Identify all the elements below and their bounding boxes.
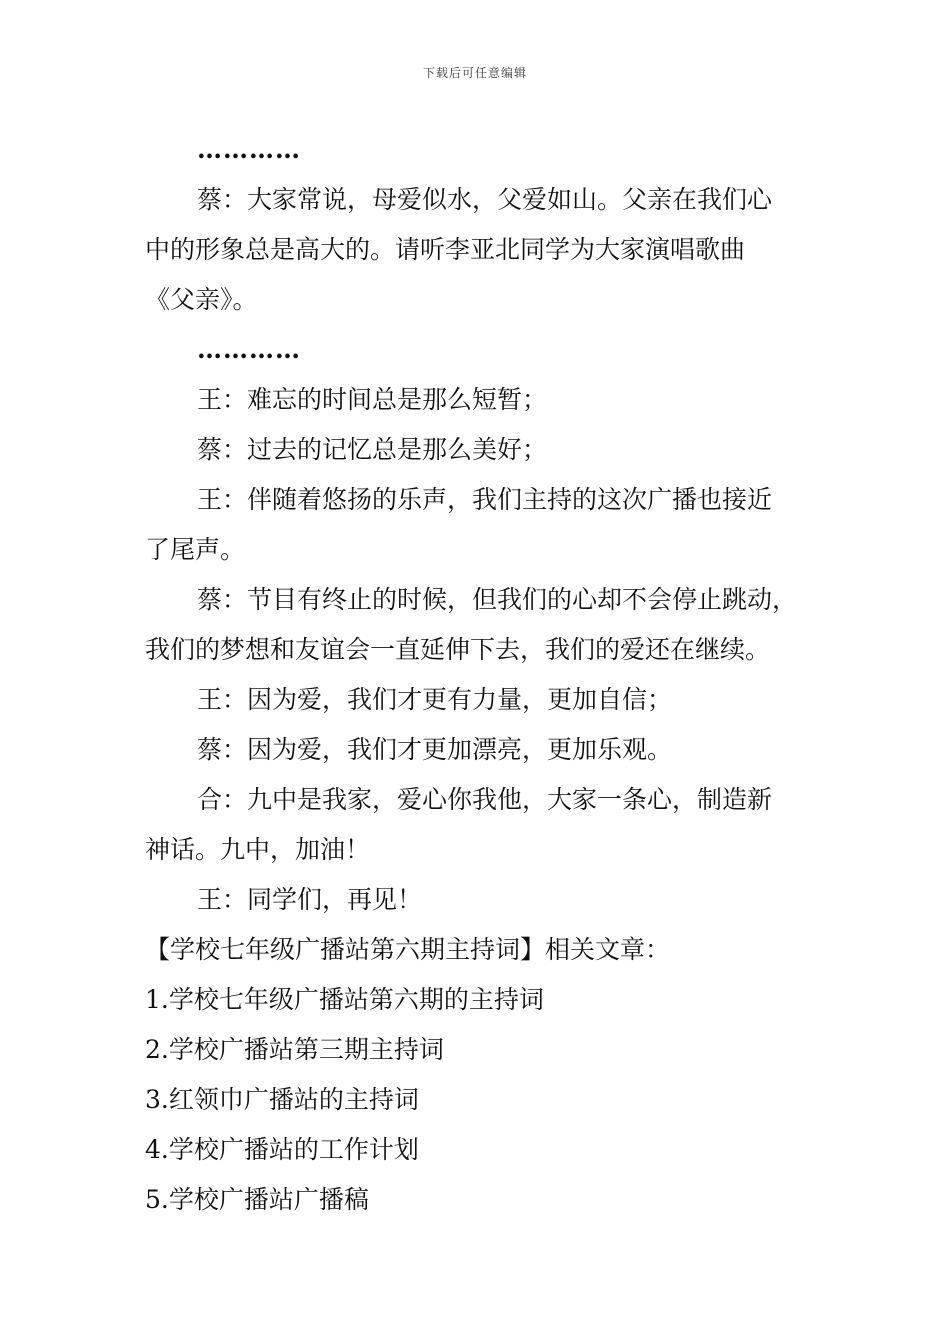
paragraph-line: 中的形象总是高大的。请听李亚北同学为大家演唱歌曲 <box>145 235 746 264</box>
ellipsis-line: ………… <box>197 135 301 164</box>
paragraph-line: 蔡：因为爱，我们才更加漂亮，更加乐观。 <box>197 735 673 764</box>
related-article-link[interactable]: 2.学校广播站第三期主持词 <box>145 1035 444 1064</box>
paragraph-line: 神话。九中，加油！ <box>145 835 371 864</box>
related-article-link[interactable]: 4.学校广播站的工作计划 <box>145 1135 419 1164</box>
paragraph-line: 王：伴随着悠扬的乐声，我们主持的这次广播也接近 <box>197 485 773 514</box>
related-article-link[interactable]: 3.红领巾广播站的主持词 <box>145 1085 419 1114</box>
related-articles-heading: 【学校七年级广播站第六期主持词】相关文章： <box>145 935 671 964</box>
related-article-link[interactable]: 1.学校七年级广播站第六期的主持词 <box>145 985 544 1014</box>
ellipsis-line: ………… <box>197 335 301 364</box>
paragraph-line: 蔡：大家常说，母爱似水，父爱如山。父亲在我们心 <box>197 185 773 214</box>
paragraph-line: 我们的梦想和友谊会一直延伸下去，我们的爱还在继续。 <box>145 635 771 664</box>
page-header-note: 下载后可任意编辑 <box>422 66 527 80</box>
paragraph-line: 合：九中是我家，爱心你我他，大家一条心，制造新 <box>197 785 773 814</box>
paragraph-line: 王：因为爱，我们才更有力量，更加自信； <box>197 685 673 714</box>
paragraph-line: 了尾声。 <box>145 535 246 564</box>
paragraph-line: 蔡：节目有终止的时候，但我们的心却不会停止跳动， <box>197 585 798 614</box>
paragraph-line: 蔡：过去的记忆总是那么美好； <box>197 435 548 464</box>
related-article-link[interactable]: 5.学校广播站广播稿 <box>145 1185 369 1214</box>
paragraph-line: 王：同学们，再见！ <box>197 885 423 914</box>
paragraph-line: 《父亲》。 <box>145 285 258 314</box>
document-body <box>145 125 813 1225</box>
paragraph-line: 王：难忘的时间总是那么短暂； <box>197 385 548 414</box>
